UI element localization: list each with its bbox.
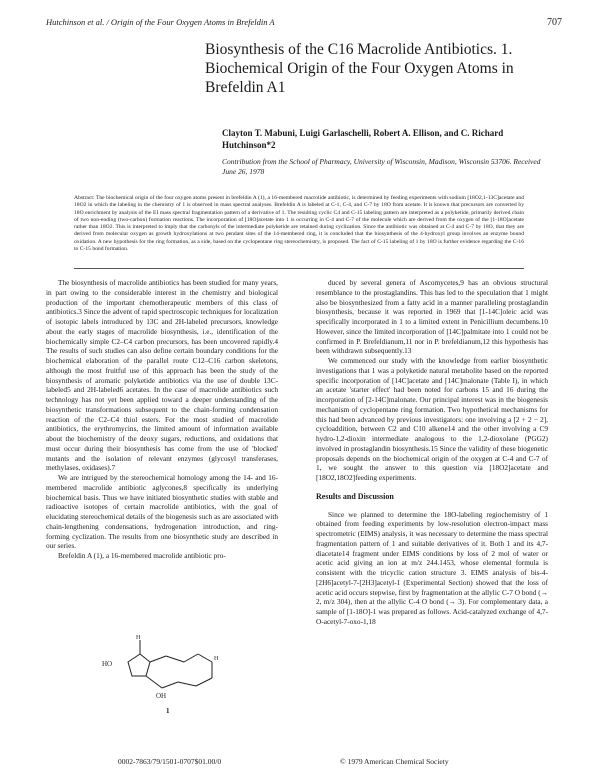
h-label-right: H bbox=[214, 656, 219, 662]
article-title: Biosynthesis of the C16 Macrolide Antibiotics. 1. Biochemical Origin of the Four Oxygen Atoms in Brefeldin A1 bbox=[205, 41, 514, 96]
h-label-top: H bbox=[136, 635, 141, 641]
body-paragraph: duced by several genera of Ascomycetes,9 has an obvious structural resemblance to the prostaglandins. This has led to the speculation that 1 might also be biosynthesized from a fatty acid in a manner paralleling prostaglandin biosynthesis, because it was reported in 1969 that [1-14C]oleic acid was specifically incorporated in 1 to a limited extent in Penicillium decumbens.10 However, since the limited incorporation of [14C]palmitate into 1 could not be confirmed in P. Brefeldianum,11 nor in P. brefeldianum,12 this hypothesis has been withdrawn subsequently.13 bbox=[316, 278, 548, 356]
abstract: Abstract: The biochemical origin of the four oxygen atoms present in brefeldin A (1), a 16-membered macrolide antibiotic, is determined by feeding experiments with sodium [18O2,1-13C]acetate and 18O2 in which the labeling in the chemistry of 1 is observed in mass spectral analyses. Brefeldin A is labeled at C-1, C-4, and C-7 by 18O from acetate. It is known that precursors are converted by 18O enrichment by analysis of the EI mass spectral fragmentation pattern of a derivative of 1. The resulting cyclic C4 and C-15 labeling pattern are interpreted as a polyketide, primarily derived chain of two non-ending (two-carbon) formation reactions. The incorporation of [18O]acetate into 1 is occurring in C-4 and C-7 of the molecule which are derived from the oxygen of the [1-18O]acetate rather than 18O2. This is interpreted to imply that the carbonyls of the intermediate polyketide are retained during cyclization. Since the antibiotic was obtained at C-4 and C-7 by 18O, that they are derived from molecular oxygen as growth hydroxylations at two pendant sites of the 14-membered ring, it is concluded that the biosynthesis of the 4-hydroxyl group involves an enzyme bound oxidation. A new hypothesis for the ring formation, as a side, based on the cyclopentane ring stereochemistry, is proposed. The fact of C-15 labeling of 1 by 18O is further evidence regarding the C-16 to C-15 bond formation. bbox=[74, 195, 524, 252]
ho-label: HO bbox=[102, 660, 113, 668]
article-authors: Clayton T. Mabuni, Luigi Garlaschelli, Robert A. Ellison, and C. Richard Hutchinson*2 bbox=[222, 128, 504, 150]
article-affiliation: Contribution from the School of Pharmacy, University of Wisconsin, Madison, Wisconsin 53706. Received June 26, 1978 bbox=[222, 157, 541, 176]
copyright-footer: © 1979 American Chemical Society bbox=[340, 757, 449, 766]
issn-footer: 0002-7863/79/1501-0707$01.00/0 bbox=[118, 757, 222, 766]
page-number: 707 bbox=[547, 17, 562, 28]
structure-label: 1 bbox=[166, 707, 170, 715]
body-paragraph: We are intrigued by the stereochemical homology among the 14- and 16-membered macrolide antibiotic aglycones,8 specifically its underlying biochemical basis. Thus we have initiated biosynthetic studies with stable and radioactive isotopes of certain macrolide antibiotics, with the goal of elucidating stereochemical details of the biogenesis such as are associated with chain-lengthening condensations, hydrogenation introduction, and ring-forming cyclization. The results from one biosynthetic study are described in our series. bbox=[46, 473, 278, 551]
body-paragraph: The biosynthesis of macrolide antibiotics has been studied for many years, in part owing to the considerable interest in the chemistry and biological production of the important chemotherapeutic members of this class of antibiotics.3 Since the advent of rapid spectroscopic techniques for localization of isotopic labels introduced by 13C and 2H-labeled precursors, knowledge about the early stages of macrolide biosynthesis, i.e., identification of the biochemically simple C2–C4 carbon precursors, has been uncovered rapidly.4 The results of such studies can also define certain boundary conditions for the biochemical elaboration of the parallel route C12–C16 carbon skeletons, although the most fruitful use of this approach has been the study of the biosynthesis of aromatic polyketide antibiotics via the use of double 13C-labeled5 and 2H-labeled6 acetates. In the case of macrolide antibiotics such technology has not yet been applied toward a deeper understanding of the biosynthetic transformations subsequent to the chain-forming condensation reaction of the C2–C4 thiol esters. For the most studied of macrolide antibiotics, the erythromycins, the limited amount of information available about the biochemistry of the deoxy sugars, reductions, and oxidations that must occur during their biosynthesis has come from the use of 'blocked' mutants and the isolation of relevant enzymes (glycosyl transferases, methylases, oxidases).7 bbox=[46, 278, 278, 473]
body-paragraph: We commenced our study with the knowledge from earlier biosynthetic investigations that 1 was a polyketide natural metabolite based on the reported specific incorporation of [14C]acetate and [14C]malonate (Table I), in which an acetate 'starter effect' had been noted for carbons 15 and 16 during the incorporation of [2-14C]malonate. Our principal interest was in the biogenesis mechanism of cyclopentane ring formation. Two hypothetical mechanisms for this had been advanced by previous investigators: one involving a [2 + 2 − 2], cycloaddition, between C2 and C10 alkene14 and the other involving a C9 hydro-1,2-dioxin intermediate analogous to the 1,2-dioxolane (PGG2) involved in prostaglandin biosynthesis.15 Since the validity of these biogenetic proposals depends on the biochemical origin of the oxygen at C-4 and C-7 of 1, we sought the answer to this question via [18O2]acetate and [18O2,18O2]feeding experiments. bbox=[316, 356, 548, 482]
brefeldin-structure bbox=[100, 632, 230, 700]
left-column bbox=[46, 278, 278, 561]
body-paragraph: Brefeldin A (1), a 16-membered macrolide antibiotic pro- bbox=[58, 551, 226, 560]
right-column bbox=[316, 278, 548, 627]
running-title: Hutchinson et al. / Origin of the Four Oxygen Atoms in Brefeldin A bbox=[46, 17, 275, 27]
oh-label: OH bbox=[156, 692, 167, 700]
abstract-divider bbox=[74, 268, 524, 269]
running-head bbox=[46, 17, 562, 27]
body-paragraph: Since we planned to determine the 18O-labeling regiochemistry of 1 obtained from feeding experiments by low-resolution electron-impact mass spectrometric (EIMS) analysis, it was necessary to determine the mass spectral fragmentation pattern of 1 and suitable derivatives of it. Both 1 and its 4,7-diacetate14 fragment under EIMS conditions by loss of 2 mol of water or acetic acid giving an ion at m/z 244.1453, whose elemental formula is consistent with the tricyclic cation structure 3. EIMS analysis of bis-4-[2H6]acetyl-7-[2H3]acetyl-1 (Experimental Section) showed that the loss of acetic acid occurs stepwise, first by fragmentation at the allylic C-7 O bond (→ 2, m/z 304), then at the allylic C-4 O bond (→ 3). For complementary data, a sample of [1-18O]-1 was prepared as follows. Acid-catalyzed exchange of 4,7-O-acetyl-7-oxo-1,18 bbox=[316, 509, 548, 626]
section-heading: Results and Discussion bbox=[316, 491, 394, 501]
